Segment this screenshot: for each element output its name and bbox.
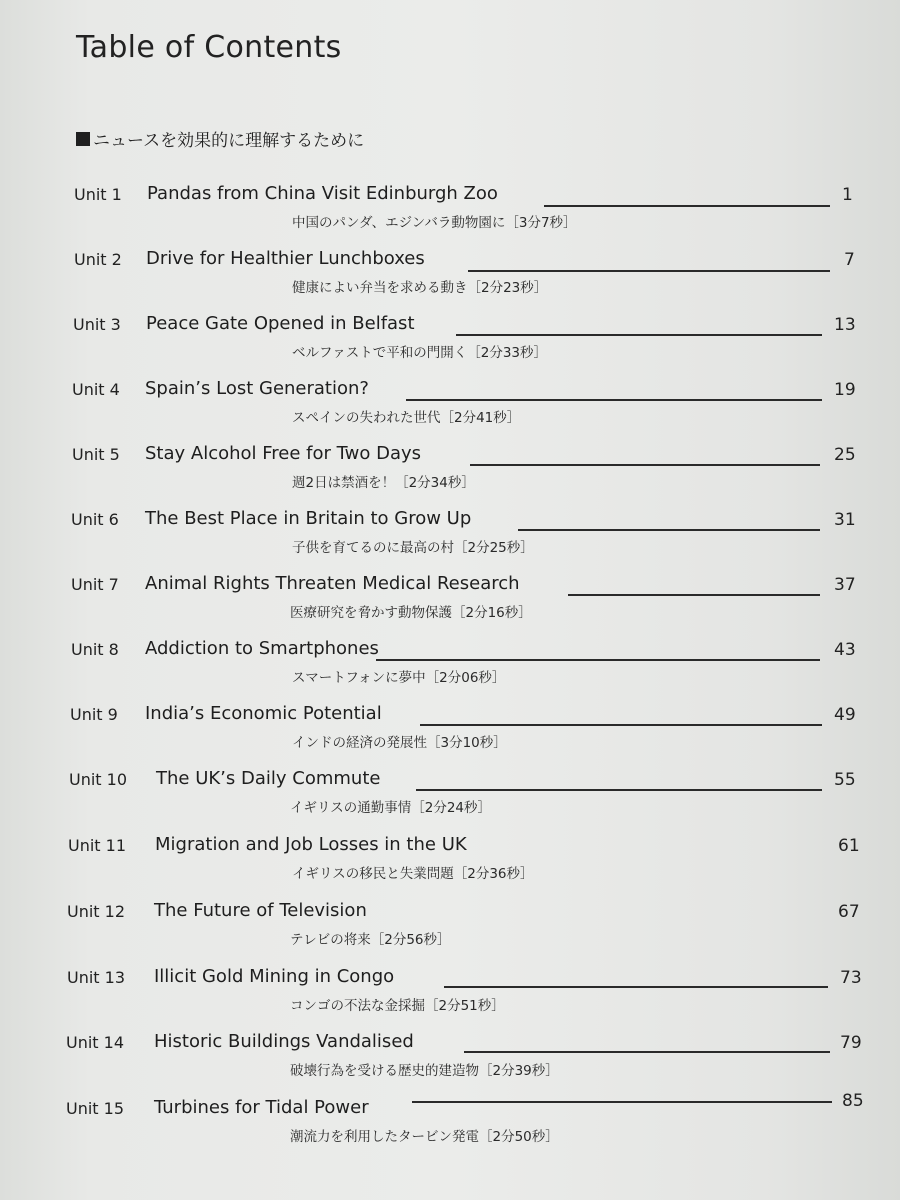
toc-entry — [0, 966, 900, 1026]
leader-line — [444, 986, 828, 988]
entry-subtitle: イギリスの通勤事情［2分24秒］ — [290, 800, 491, 816]
page-number: 67 — [838, 902, 860, 922]
unit-label: Unit 8 — [71, 640, 119, 659]
page-number: 55 — [834, 770, 856, 790]
toc-entry — [0, 1031, 900, 1091]
entry-subtitle: インドの経済の発展性［3分10秒］ — [292, 735, 507, 751]
unit-label: Unit 14 — [66, 1033, 125, 1052]
page-number: 7 — [844, 250, 855, 270]
toc-entry — [0, 508, 900, 568]
entry-subtitle: イギリスの移民と失業問題［2分36秒］ — [292, 866, 534, 882]
toc-entry — [0, 834, 900, 894]
page-number: 43 — [834, 640, 856, 660]
unit-label: Unit 1 — [74, 185, 122, 204]
toc-entry — [0, 900, 900, 960]
leader-line — [416, 789, 822, 791]
leader-line — [544, 205, 830, 207]
toc-entry — [0, 573, 900, 633]
entry-subtitle: 週2日は禁酒を！［2分34秒］ — [292, 475, 475, 491]
entry-subtitle: 健康によい弁当を求める動き［2分23秒］ — [292, 280, 548, 296]
entry-title: Migration and Job Losses in the UK — [155, 834, 467, 855]
unit-label: Unit 5 — [72, 445, 120, 464]
entry-title: Historic Buildings Vandalised — [154, 1031, 414, 1052]
leader-line — [412, 1101, 832, 1103]
page-number: 85 — [842, 1091, 864, 1111]
page-number: 25 — [834, 445, 856, 465]
entry-title: Spain’s Lost Generation? — [145, 378, 369, 399]
page-number: 61 — [838, 836, 860, 856]
entry-subtitle: スペインの失われた世代［2分41秒］ — [292, 410, 521, 426]
page-number: 79 — [840, 1033, 862, 1053]
entry-title: Illicit Gold Mining in Congo — [154, 966, 395, 987]
entry-subtitle: 医療研究を脅かす動物保護［2分16秒］ — [290, 605, 532, 621]
leader-line — [376, 659, 820, 661]
toc-entry — [0, 703, 900, 763]
entry-title: India’s Economic Potential — [145, 703, 382, 724]
unit-label: Unit 7 — [71, 575, 119, 594]
unit-label: Unit 10 — [69, 770, 128, 789]
entry-title: Stay Alcohol Free for Two Days — [145, 443, 422, 464]
toc-entry — [0, 183, 900, 243]
page-number: 13 — [834, 315, 856, 335]
toc-entry — [0, 443, 900, 503]
entry-subtitle: 潮流力を利用したタービン発電［2分50秒］ — [290, 1129, 559, 1145]
entry-subtitle: 中国のパンダ、エジンバラ動物園に［3分7秒］ — [292, 215, 577, 231]
page-number: 19 — [834, 380, 856, 400]
toc-entry — [0, 1091, 900, 1157]
leader-line — [420, 724, 822, 726]
section-heading-text: ニュースを効果的に理解するために — [93, 131, 365, 151]
page-number: 73 — [840, 968, 862, 988]
leader-line — [464, 1051, 830, 1053]
unit-label: Unit 12 — [67, 902, 126, 921]
entry-title: Turbines for Tidal Power — [154, 1097, 369, 1118]
leader-line — [406, 399, 822, 401]
toc-entry — [0, 313, 900, 373]
page-number: 1 — [842, 185, 853, 205]
unit-label: Unit 3 — [73, 315, 121, 334]
unit-label: Unit 9 — [70, 705, 118, 724]
entry-title: The Future of Television — [154, 900, 367, 921]
leader-line — [470, 464, 820, 466]
leader-line — [456, 334, 822, 336]
entry-subtitle: 子供を育てるのに最高の村［2分25秒］ — [292, 540, 534, 556]
unit-label: Unit 2 — [74, 250, 122, 269]
toc-entry — [0, 768, 900, 828]
unit-label: Unit 6 — [71, 510, 119, 529]
entry-title: Drive for Healthier Lunchboxes — [146, 248, 425, 269]
unit-label: Unit 11 — [68, 836, 127, 855]
toc-entry — [0, 638, 900, 698]
entry-title: The UK’s Daily Commute — [156, 768, 381, 789]
entry-title: The Best Place in Britain to Grow Up — [145, 508, 472, 529]
entry-subtitle: テレビの将来［2分56秒］ — [290, 932, 451, 948]
entry-title: Addiction to Smartphones — [145, 638, 379, 659]
entry-title: Peace Gate Opened in Belfast — [146, 313, 415, 334]
page-number: 37 — [834, 575, 856, 595]
page-title: Table of Contents — [76, 30, 342, 65]
entry-subtitle: スマートフォンに夢中［2分06秒］ — [292, 670, 506, 686]
toc-entry — [0, 378, 900, 438]
entry-subtitle: コンゴの不法な金採掘［2分51秒］ — [290, 998, 505, 1014]
entry-title: Pandas from China Visit Edinburgh Zoo — [147, 183, 498, 204]
entry-subtitle: 破壊行為を受ける歴史的建造物［2分39秒］ — [290, 1063, 559, 1079]
page-number: 49 — [834, 705, 856, 725]
entry-title: Animal Rights Threaten Medical Research — [145, 573, 520, 594]
toc-entry — [0, 248, 900, 308]
leader-line — [568, 594, 820, 596]
unit-label: Unit 4 — [72, 380, 120, 399]
unit-label: Unit 13 — [67, 968, 126, 987]
page-number: 31 — [834, 510, 856, 530]
leader-line — [518, 529, 820, 531]
leader-line — [468, 270, 830, 272]
entry-subtitle: ベルファストで平和の門開く［2分33秒］ — [292, 345, 547, 361]
unit-label: Unit 15 — [66, 1099, 125, 1118]
